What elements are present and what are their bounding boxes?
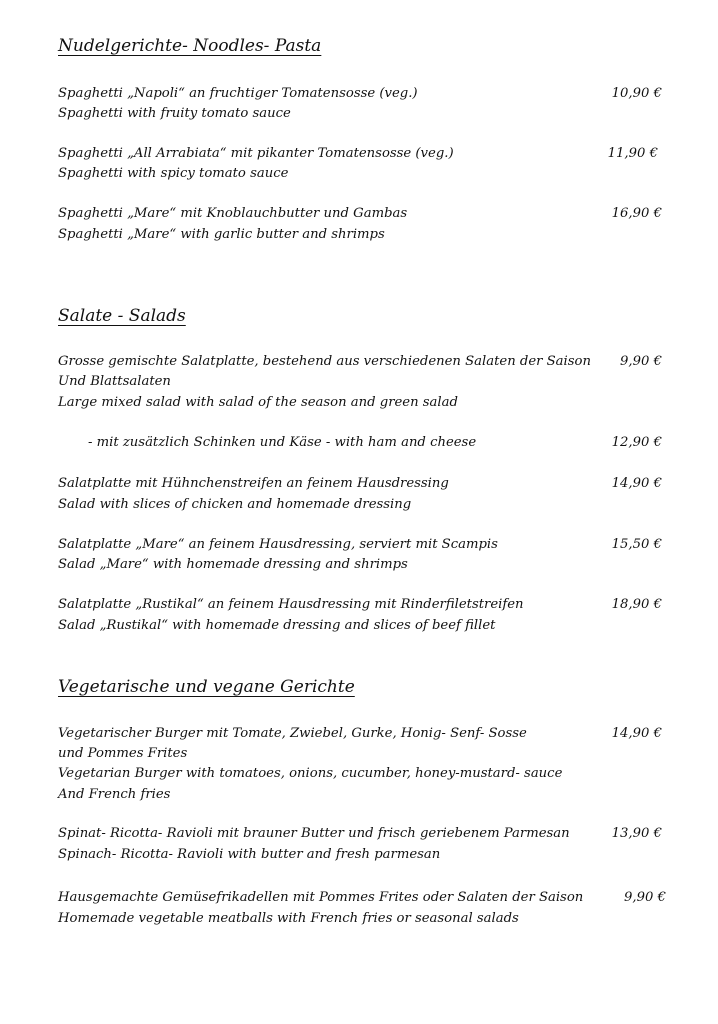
menu-item-line: Large mixed salad with salad of the season and green salad [58, 395, 458, 410]
menu-item-line: Salad „Mare“ with homemade dressing and shrimps [58, 557, 408, 572]
menu-item-line: und Pommes Frites [58, 746, 188, 761]
menu-item-line: And French fries [58, 787, 171, 802]
menu-item-line: Salatplatte mit Hühnchenstreifen an feinem Hausdressing [58, 476, 449, 491]
section-heading-salads: Salate - Salads [58, 306, 186, 326]
menu-item-line: Vegetarischer Burger mit Tomate, Zwiebel, Gurke, Honig- Senf- Sosse [58, 726, 527, 741]
menu-item-line: Spinach- Ricotta- Ravioli with butter and fresh parmesan [58, 847, 441, 862]
menu-item-price: 14,90 € [611, 476, 662, 491]
menu-item-line: Spaghetti „Napoli“ an fruchtiger Tomatensosse (veg.) [58, 86, 418, 101]
menu-item-price: 12,90 € [611, 435, 662, 450]
menu-item-line: Spaghetti with fruity tomato sauce [58, 106, 291, 121]
menu-item-price: 11,90 € [607, 146, 658, 161]
menu-item-line: Spaghetti with spicy tomato sauce [58, 166, 289, 181]
menu-item-price: 16,90 € [611, 206, 662, 221]
menu-item-line: Spaghetti „Mare“ with garlic butter and shrimps [58, 227, 385, 242]
menu-item-line: Hausgemachte Gemüsefrikadellen mit Pommes Frites oder Salaten der Saison [58, 890, 584, 905]
menu-item-price: 13,90 € [611, 826, 662, 841]
menu-item-price: 14,90 € [611, 726, 662, 741]
menu-item-line: Vegetarian Burger with tomatoes, onions, cucumber, honey-mustard- sauce [58, 766, 563, 781]
menu-item-price: 10,90 € [611, 86, 662, 101]
menu-item-line: Salatplatte „Rustikal“ an feinem Hausdressing mit Rinderfiletstreifen [58, 597, 524, 612]
menu-item-line: Salatplatte „Mare“ an feinem Hausdressing, serviert mit Scampis [58, 537, 498, 552]
menu-item-line: Grosse gemischte Salatplatte, bestehend aus verschiedenen Salaten der Saison [58, 354, 591, 369]
menu-item-line: Salad with slices of chicken and homemade dressing [58, 497, 412, 512]
menu-item-line: Spaghetti „Mare“ mit Knoblauchbutter und Gambas [58, 206, 408, 221]
section-heading-pasta: Nudelgerichte- Noodles- Pasta [58, 36, 322, 56]
menu-item-line: Spinat- Ricotta- Ravioli mit brauner Butter und frisch geriebenem Parmesan [58, 826, 570, 841]
menu-item-price: 18,90 € [611, 597, 662, 612]
menu-item-line: Homemade vegetable meatballs with French fries or seasonal salads [58, 911, 519, 926]
section-heading-vegetarian: Vegetarische und vegane Gerichte [58, 677, 355, 697]
menu-item-line: Spaghetti „All Arrabiata“ mit pikanter Tomatensosse (veg.) [58, 146, 454, 161]
menu-item-price: 9,90 € [620, 354, 662, 369]
menu-item-line: - mit zusätzlich Schinken und Käse - with ham and cheese [88, 435, 477, 450]
menu-item-price: 15,50 € [611, 537, 662, 552]
menu-item-line: Salad „Rustikal“ with homemade dressing and slices of beef fillet [58, 618, 496, 633]
menu-item-price: 9,90 € [624, 890, 666, 905]
menu-item-line: Und Blattsalaten [58, 374, 171, 389]
